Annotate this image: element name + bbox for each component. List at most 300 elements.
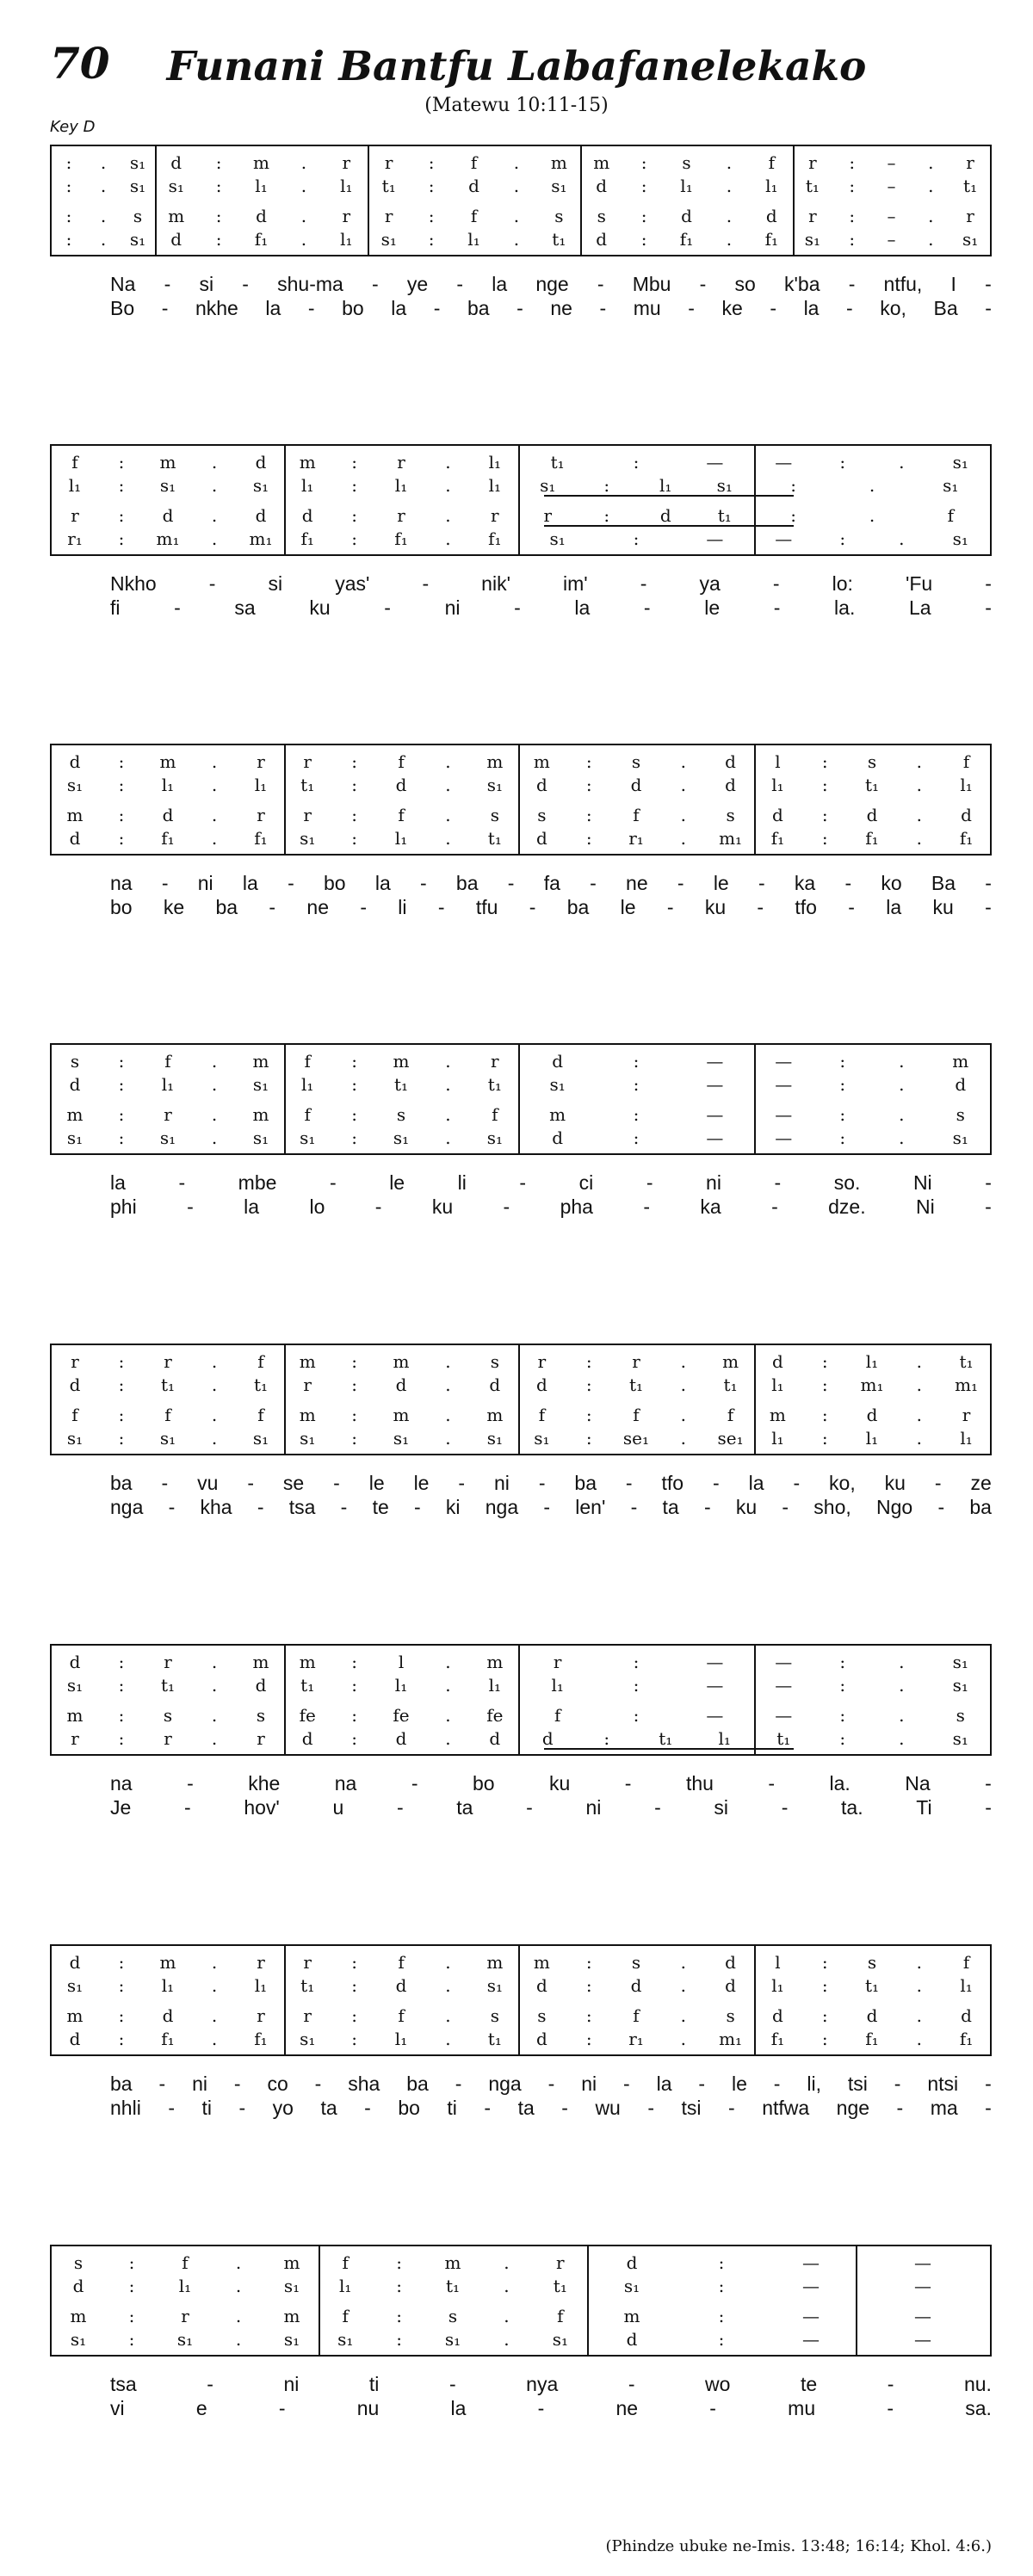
- bar-line: [754, 1345, 756, 1454]
- solfa-token: t₁: [805, 175, 820, 196]
- lyric-syllable: -: [187, 1195, 194, 1218]
- solfa-token: :: [215, 228, 222, 250]
- solfa-token: :: [585, 1350, 592, 1372]
- solfa-token: .: [300, 205, 307, 226]
- solfa-token: .: [916, 1974, 922, 1996]
- solfa-token: .: [726, 205, 733, 226]
- solfa-token: s₁: [486, 1427, 503, 1449]
- lyric-syllable: la: [242, 872, 258, 894]
- measure-cell: [518, 803, 754, 826]
- solfa-token: s₁: [962, 228, 979, 250]
- measure-cell: [587, 2274, 856, 2297]
- measure-cell: [284, 1950, 518, 1974]
- solfa-token: s: [256, 1704, 266, 1726]
- key-signature: Key D: [50, 118, 96, 136]
- lyric-syllable: nkhe: [195, 297, 238, 319]
- lyric-syllable: -: [448, 2373, 456, 2395]
- lyrics-block: [50, 1171, 992, 1219]
- lyric-syllable: si: [199, 273, 214, 295]
- solfa-token: :: [821, 1974, 828, 1996]
- solfa-token: m: [533, 1951, 550, 1973]
- lyric-syllable: -: [985, 1772, 992, 1795]
- solfa-token: l₁: [161, 774, 175, 795]
- solfa-token: :: [821, 1951, 828, 1973]
- lyric-syllable: ke: [163, 896, 185, 918]
- lyric-syllable: ne: [306, 896, 329, 918]
- lyric-syllable: phi: [110, 1195, 137, 1218]
- lyric-syllable: -: [278, 2397, 286, 2419]
- solfa-token: s₁: [623, 2275, 640, 2296]
- solfa-token: :: [215, 151, 222, 173]
- lyric-syllable: -: [599, 297, 607, 319]
- solfa-token: s: [537, 804, 547, 825]
- lyric-syllable: -: [168, 1496, 176, 1518]
- solfa-token: t₁: [723, 1374, 738, 1395]
- solfa-token: .: [680, 2028, 686, 2049]
- lyric-syllable: nhli: [110, 2097, 141, 2119]
- solfa-token: t₁: [253, 1374, 269, 1395]
- lyric-syllable: -: [269, 896, 276, 918]
- solfa-token: m₁: [719, 827, 743, 849]
- lyric-syllable: -: [208, 572, 216, 595]
- measure-cell: [284, 1049, 518, 1072]
- solfa-token: .: [445, 451, 451, 473]
- solfa-token: —: [706, 1050, 724, 1072]
- solfa-token: d: [69, 751, 81, 772]
- solfa-token: :: [718, 2305, 725, 2326]
- solfa-token: —: [914, 2252, 931, 2273]
- lyric-syllable: na: [110, 872, 133, 894]
- solfa-token: r: [384, 205, 393, 226]
- solfa-token: t₁: [487, 2028, 502, 2049]
- solfa-token: :: [839, 1704, 846, 1726]
- solfa-token: f₁: [161, 2028, 175, 2049]
- lyric-syllable: Ni: [916, 1195, 935, 1218]
- solfa-token: .: [680, 804, 686, 825]
- solfa-token: .: [235, 2328, 242, 2350]
- solfa-token: l₁: [340, 228, 353, 250]
- lyric-syllable: ku: [735, 1496, 758, 1518]
- lyric-syllable: -: [844, 872, 852, 894]
- solfa-token: f: [633, 804, 640, 825]
- solfa-token: t₁: [776, 1727, 791, 1749]
- solfa-token: .: [680, 1951, 686, 1973]
- measure-cell: [284, 1350, 518, 1373]
- lyric-syllable: -: [894, 2073, 901, 2095]
- lyric-syllable: -: [590, 872, 597, 894]
- lyric-syllable: ba: [406, 2073, 429, 2095]
- lyric-syllable: -: [709, 2397, 716, 2419]
- voice-row: [52, 1126, 990, 1149]
- solfa-token: s₁: [716, 474, 733, 496]
- solfa-token: .: [211, 2028, 218, 2049]
- voice-row: [52, 1103, 990, 1126]
- lyric-line: [50, 1795, 992, 1819]
- measure-cell: [52, 473, 284, 497]
- solfa-token: f₁: [959, 827, 974, 849]
- measure-cell: [793, 227, 990, 250]
- measure-cell: [284, 803, 518, 826]
- solfa-token: m: [252, 1651, 269, 1672]
- solfa-token: :: [128, 2305, 135, 2326]
- lyric-syllable: la: [803, 297, 820, 319]
- solfa-token: r₁: [67, 528, 83, 549]
- lyric-syllable: -: [519, 1171, 527, 1194]
- measure-cell: [587, 2327, 856, 2351]
- solfa-token: —: [914, 2275, 931, 2296]
- solfa-token: f: [557, 2305, 564, 2326]
- lyric-syllable: -: [360, 896, 367, 918]
- lyric-syllable: -: [257, 1496, 264, 1518]
- lyric-syllable: -: [422, 572, 430, 595]
- bar-line: [284, 1946, 286, 2054]
- solfa-token: .: [726, 175, 733, 196]
- solfa-token: m: [550, 151, 567, 173]
- solfa-token: .: [211, 474, 218, 496]
- lyric-syllable: -: [646, 1171, 653, 1194]
- lyric-syllable: nu.: [963, 2373, 992, 2395]
- solfa-token: r: [257, 751, 265, 772]
- lyric-syllable: ma: [930, 2097, 958, 2119]
- solfa-token: :: [821, 1404, 828, 1425]
- solfa-token: r: [303, 804, 312, 825]
- lyric-syllable: li: [457, 1171, 467, 1194]
- voice-row: [52, 1373, 990, 1396]
- lyric-syllable: bo: [472, 1772, 495, 1795]
- solfa-token: .: [869, 474, 875, 496]
- solfa-token: .: [100, 175, 107, 196]
- solfa-token: d: [69, 1951, 81, 1973]
- solfa-token: —: [802, 2328, 820, 2350]
- measure-cell: [518, 1650, 754, 1673]
- solfa-token: se₁: [622, 1427, 650, 1449]
- bar-line: [368, 146, 369, 255]
- voice-row: [52, 1727, 990, 1750]
- solfa-token: r: [71, 1727, 79, 1749]
- solfa-token: l₁: [659, 474, 672, 496]
- solfa-token: t₁: [550, 451, 565, 473]
- measure-cell: [856, 2251, 990, 2274]
- solfa-token: f: [470, 205, 478, 226]
- solfa-token: l₁: [394, 2028, 408, 2049]
- measure-cell: [52, 1727, 284, 1750]
- lyric-syllable: nu: [356, 2397, 380, 2419]
- measure-cell: [580, 151, 793, 174]
- lyric-syllable: -: [896, 2097, 904, 2119]
- solfa-token: s₁: [952, 1674, 968, 1696]
- solfa-token: s: [73, 2252, 84, 2273]
- lyric-syllable: -: [782, 1496, 789, 1518]
- solfa-token: f: [398, 2005, 405, 2026]
- lyric-syllable: -: [507, 872, 515, 894]
- solfa-token: s₁: [159, 1127, 176, 1148]
- solfa-token: r: [71, 1350, 79, 1372]
- solfa-token: s₁: [129, 151, 146, 173]
- lyric-syllable: ku: [932, 896, 954, 918]
- solfa-token: .: [504, 2252, 510, 2273]
- lyric-syllable: ba: [110, 1472, 133, 1494]
- bar-line: [856, 2246, 857, 2355]
- measure-cell: [518, 503, 754, 527]
- solfa-token: s₁: [300, 1427, 316, 1449]
- measure-cell: [284, 1673, 518, 1696]
- lyric-syllable: ku: [431, 1195, 454, 1218]
- solfa-token: .: [916, 1404, 922, 1425]
- solfa-token: d: [961, 2005, 972, 2026]
- lyric-syllable: Je: [110, 1796, 132, 1819]
- solfa-token: s: [726, 804, 735, 825]
- solfa-token: l₁: [300, 1073, 314, 1095]
- solfa-token: s₁: [337, 2328, 354, 2350]
- solfa-token: f: [164, 1404, 171, 1425]
- solfa-token: fe: [299, 1704, 316, 1726]
- lyric-syllable: se: [282, 1472, 305, 1494]
- lyric-syllable: -: [168, 2097, 175, 2119]
- measure-cell: [284, 2027, 518, 2050]
- voice-row: [52, 803, 990, 826]
- measure-cell: [518, 826, 754, 849]
- bar-line: [284, 446, 286, 554]
- solfa-token: .: [445, 1727, 451, 1749]
- solfa-token: r: [342, 151, 351, 173]
- lyric-syllable: -: [773, 596, 781, 619]
- solfa-token: :: [633, 1704, 640, 1726]
- measure-cell: [580, 174, 793, 197]
- solfa-token: d: [725, 1974, 736, 1996]
- solfa-token: s₁: [486, 1127, 503, 1148]
- measure-cell: [518, 450, 754, 473]
- measure-cell: [518, 1373, 754, 1396]
- measure-cell: [284, 473, 518, 497]
- solfa-token: r: [397, 451, 405, 473]
- scripture-reference: (Matewu 10:11-15): [424, 95, 609, 116]
- solfa-token: :: [351, 1127, 357, 1148]
- solfa-token: f: [164, 1050, 171, 1072]
- solfa-token: :: [351, 1050, 357, 1072]
- lyric-syllable: ta: [517, 2097, 535, 2119]
- lyric-syllable: so: [734, 273, 756, 295]
- solfa-token: s: [554, 205, 564, 226]
- measure-cell: [518, 1426, 754, 1449]
- measure-cell: [518, 2027, 754, 2050]
- solfa-token: s₁: [159, 1427, 176, 1449]
- lyric-syllable: -: [233, 2073, 241, 2095]
- lyric-syllable: -: [364, 2097, 371, 2119]
- lyric-line: [50, 2372, 992, 2396]
- solfa-token: :: [839, 1674, 846, 1696]
- measure-cell: [284, 1974, 518, 1997]
- measure-cell: [856, 2274, 990, 2297]
- solfa-token: l₁: [488, 451, 502, 473]
- solfa-token: f: [304, 1103, 311, 1125]
- solfa-token: s₁: [486, 774, 503, 795]
- voice-row: [52, 1703, 990, 1727]
- solfa-token: :: [351, 804, 357, 825]
- lyric-syllable: Mbu: [632, 273, 671, 295]
- lyric-syllable: -: [161, 297, 169, 319]
- solfa-token: s₁: [549, 528, 566, 549]
- lyric-syllable: -: [848, 896, 855, 918]
- lyric-syllable: -: [158, 2073, 166, 2095]
- lyric-syllable: -: [543, 1496, 551, 1518]
- solfa-token: r: [164, 1350, 172, 1372]
- solfa-token: .: [726, 151, 733, 173]
- solfa-token: r: [966, 151, 974, 173]
- staff-box: [50, 1944, 992, 2056]
- solfa-token: d: [395, 1974, 407, 1996]
- solfa-token: s₁: [486, 1974, 503, 1996]
- solfa-token: l₁: [771, 1374, 784, 1395]
- solfa-token: .: [513, 228, 520, 250]
- solfa-token: t₁: [864, 1974, 880, 1996]
- solfa-token: d: [395, 1727, 407, 1749]
- lyric-syllable: -: [333, 1472, 340, 1494]
- solfa-token: l₁: [865, 1427, 879, 1449]
- solfa-token: d: [725, 1951, 736, 1973]
- measure-cell: [52, 1426, 284, 1449]
- lyric-syllable: pha: [560, 1195, 593, 1218]
- solfa-token: t₁: [393, 1073, 409, 1095]
- solfa-token: m: [252, 1050, 269, 1072]
- bar-line: [319, 2246, 320, 2355]
- solfa-token: :: [351, 1651, 357, 1672]
- measure-cell: [754, 473, 990, 497]
- measure-cell: [518, 1727, 754, 1750]
- solfa-token: r: [181, 2305, 189, 2326]
- solfa-token: .: [211, 451, 218, 473]
- lyric-syllable: le: [413, 1472, 430, 1494]
- solfa-token: .: [211, 774, 218, 795]
- lyric-syllable: u: [332, 1796, 344, 1819]
- solfa-token: .: [445, 1704, 451, 1726]
- solfa-token: d: [771, 1350, 783, 1372]
- bar-line: [754, 1045, 756, 1153]
- solfa-token: .: [211, 1704, 218, 1726]
- solfa-token: –: [887, 151, 896, 173]
- lyric-syllable: k'ba: [784, 273, 820, 295]
- solfa-token: :: [428, 228, 435, 250]
- lyric-syllable: -: [456, 273, 464, 295]
- lyric-syllable: ti: [368, 2373, 380, 2395]
- solfa-token: .: [445, 2005, 451, 2026]
- measure-cell: [518, 1126, 754, 1149]
- solfa-token: .: [445, 2028, 451, 2049]
- solfa-token: d: [162, 504, 174, 526]
- measure-cell: [754, 1049, 990, 1072]
- solfa-token: f: [71, 1404, 78, 1425]
- measure-cell: [518, 1950, 754, 1974]
- measure-cell: [284, 1072, 518, 1096]
- measure-cell: [52, 1950, 284, 1974]
- lyric-syllable: -: [985, 1195, 992, 1218]
- solfa-token: d: [681, 205, 692, 226]
- solfa-token: s₁: [159, 474, 176, 496]
- solfa-token: s: [490, 804, 499, 825]
- solfa-token: —: [706, 1704, 724, 1726]
- solfa-token: :: [118, 1427, 125, 1449]
- staff-box: [50, 744, 992, 856]
- lyric-syllable: -: [647, 2097, 655, 2119]
- solfa-token: r: [808, 151, 817, 173]
- lyric-syllable: -: [561, 2097, 568, 2119]
- solfa-token: :: [821, 751, 828, 772]
- solfa-token: .: [445, 1103, 451, 1125]
- solfa-token: d: [489, 1374, 501, 1395]
- solfa-token: l₁: [718, 1727, 731, 1749]
- solfa-token: s₁: [300, 1127, 316, 1148]
- lyric-syllable: -: [985, 896, 992, 918]
- lyric-syllable: -: [420, 872, 427, 894]
- lyric-syllable: -: [985, 273, 992, 295]
- solfa-token: .: [680, 1427, 686, 1449]
- solfa-token: d: [535, 774, 547, 795]
- measure-cell: [52, 2274, 319, 2297]
- solfa-token: f₁: [300, 528, 314, 549]
- tie-line: [544, 525, 794, 527]
- solfa-token: —: [706, 1073, 724, 1095]
- lyric-syllable: nga: [485, 1496, 519, 1518]
- solfa-token: :: [849, 175, 856, 196]
- measure-cell: [52, 1403, 284, 1426]
- solfa-token: d: [170, 228, 182, 250]
- solfa-token: f₁: [254, 827, 268, 849]
- solfa-token: d: [596, 228, 608, 250]
- lyric-syllable: -: [161, 872, 169, 894]
- solfa-token: .: [899, 1674, 905, 1696]
- solfa-token: l₁: [254, 1974, 268, 1996]
- solfa-token: m: [283, 2252, 300, 2273]
- solfa-token: –: [887, 228, 896, 250]
- lyric-syllable: ne: [615, 2397, 639, 2419]
- lyric-syllable: -: [985, 1796, 992, 1819]
- lyric-syllable: Ni: [912, 1171, 932, 1194]
- voice-row: [52, 151, 990, 174]
- lyric-syllable: ni: [585, 1796, 602, 1819]
- measure-cell: [754, 450, 990, 473]
- solfa-token: f: [470, 151, 478, 173]
- solfa-token: :: [585, 2005, 592, 2026]
- solfa-token: s₁: [952, 1727, 968, 1749]
- measure-cell: [754, 1072, 990, 1096]
- voice-row: [52, 174, 990, 197]
- solfa-token: :: [585, 827, 592, 849]
- lyric-syllable: -: [484, 2097, 492, 2119]
- lyric-syllable: -: [516, 297, 523, 319]
- measure-cell: [518, 1673, 754, 1696]
- solfa-token: m: [70, 2305, 87, 2326]
- solfa-token: m: [486, 1951, 504, 1973]
- solfa-token: d: [69, 1073, 81, 1095]
- lyric-syllable: -: [846, 297, 853, 319]
- lyric-syllable: ne: [550, 297, 572, 319]
- solfa-token: :: [428, 205, 435, 226]
- bar-line: [155, 146, 157, 255]
- solfa-token: s₁: [380, 228, 397, 250]
- lyric-syllable: vi: [110, 2397, 125, 2419]
- solfa-token: m: [722, 1350, 739, 1372]
- solfa-token: .: [445, 774, 451, 795]
- measure-cell: [518, 1350, 754, 1373]
- solfa-token: t₁: [160, 1374, 176, 1395]
- solfa-token: .: [680, 1350, 686, 1372]
- solfa-token: t₁: [959, 1350, 974, 1372]
- solfa-token: r₁: [628, 827, 644, 849]
- lyric-syllable: la: [574, 596, 591, 619]
- solfa-token: :: [351, 1427, 357, 1449]
- solfa-token: r: [543, 504, 553, 526]
- solfa-token: d: [771, 804, 783, 825]
- solfa-token: f: [768, 151, 776, 173]
